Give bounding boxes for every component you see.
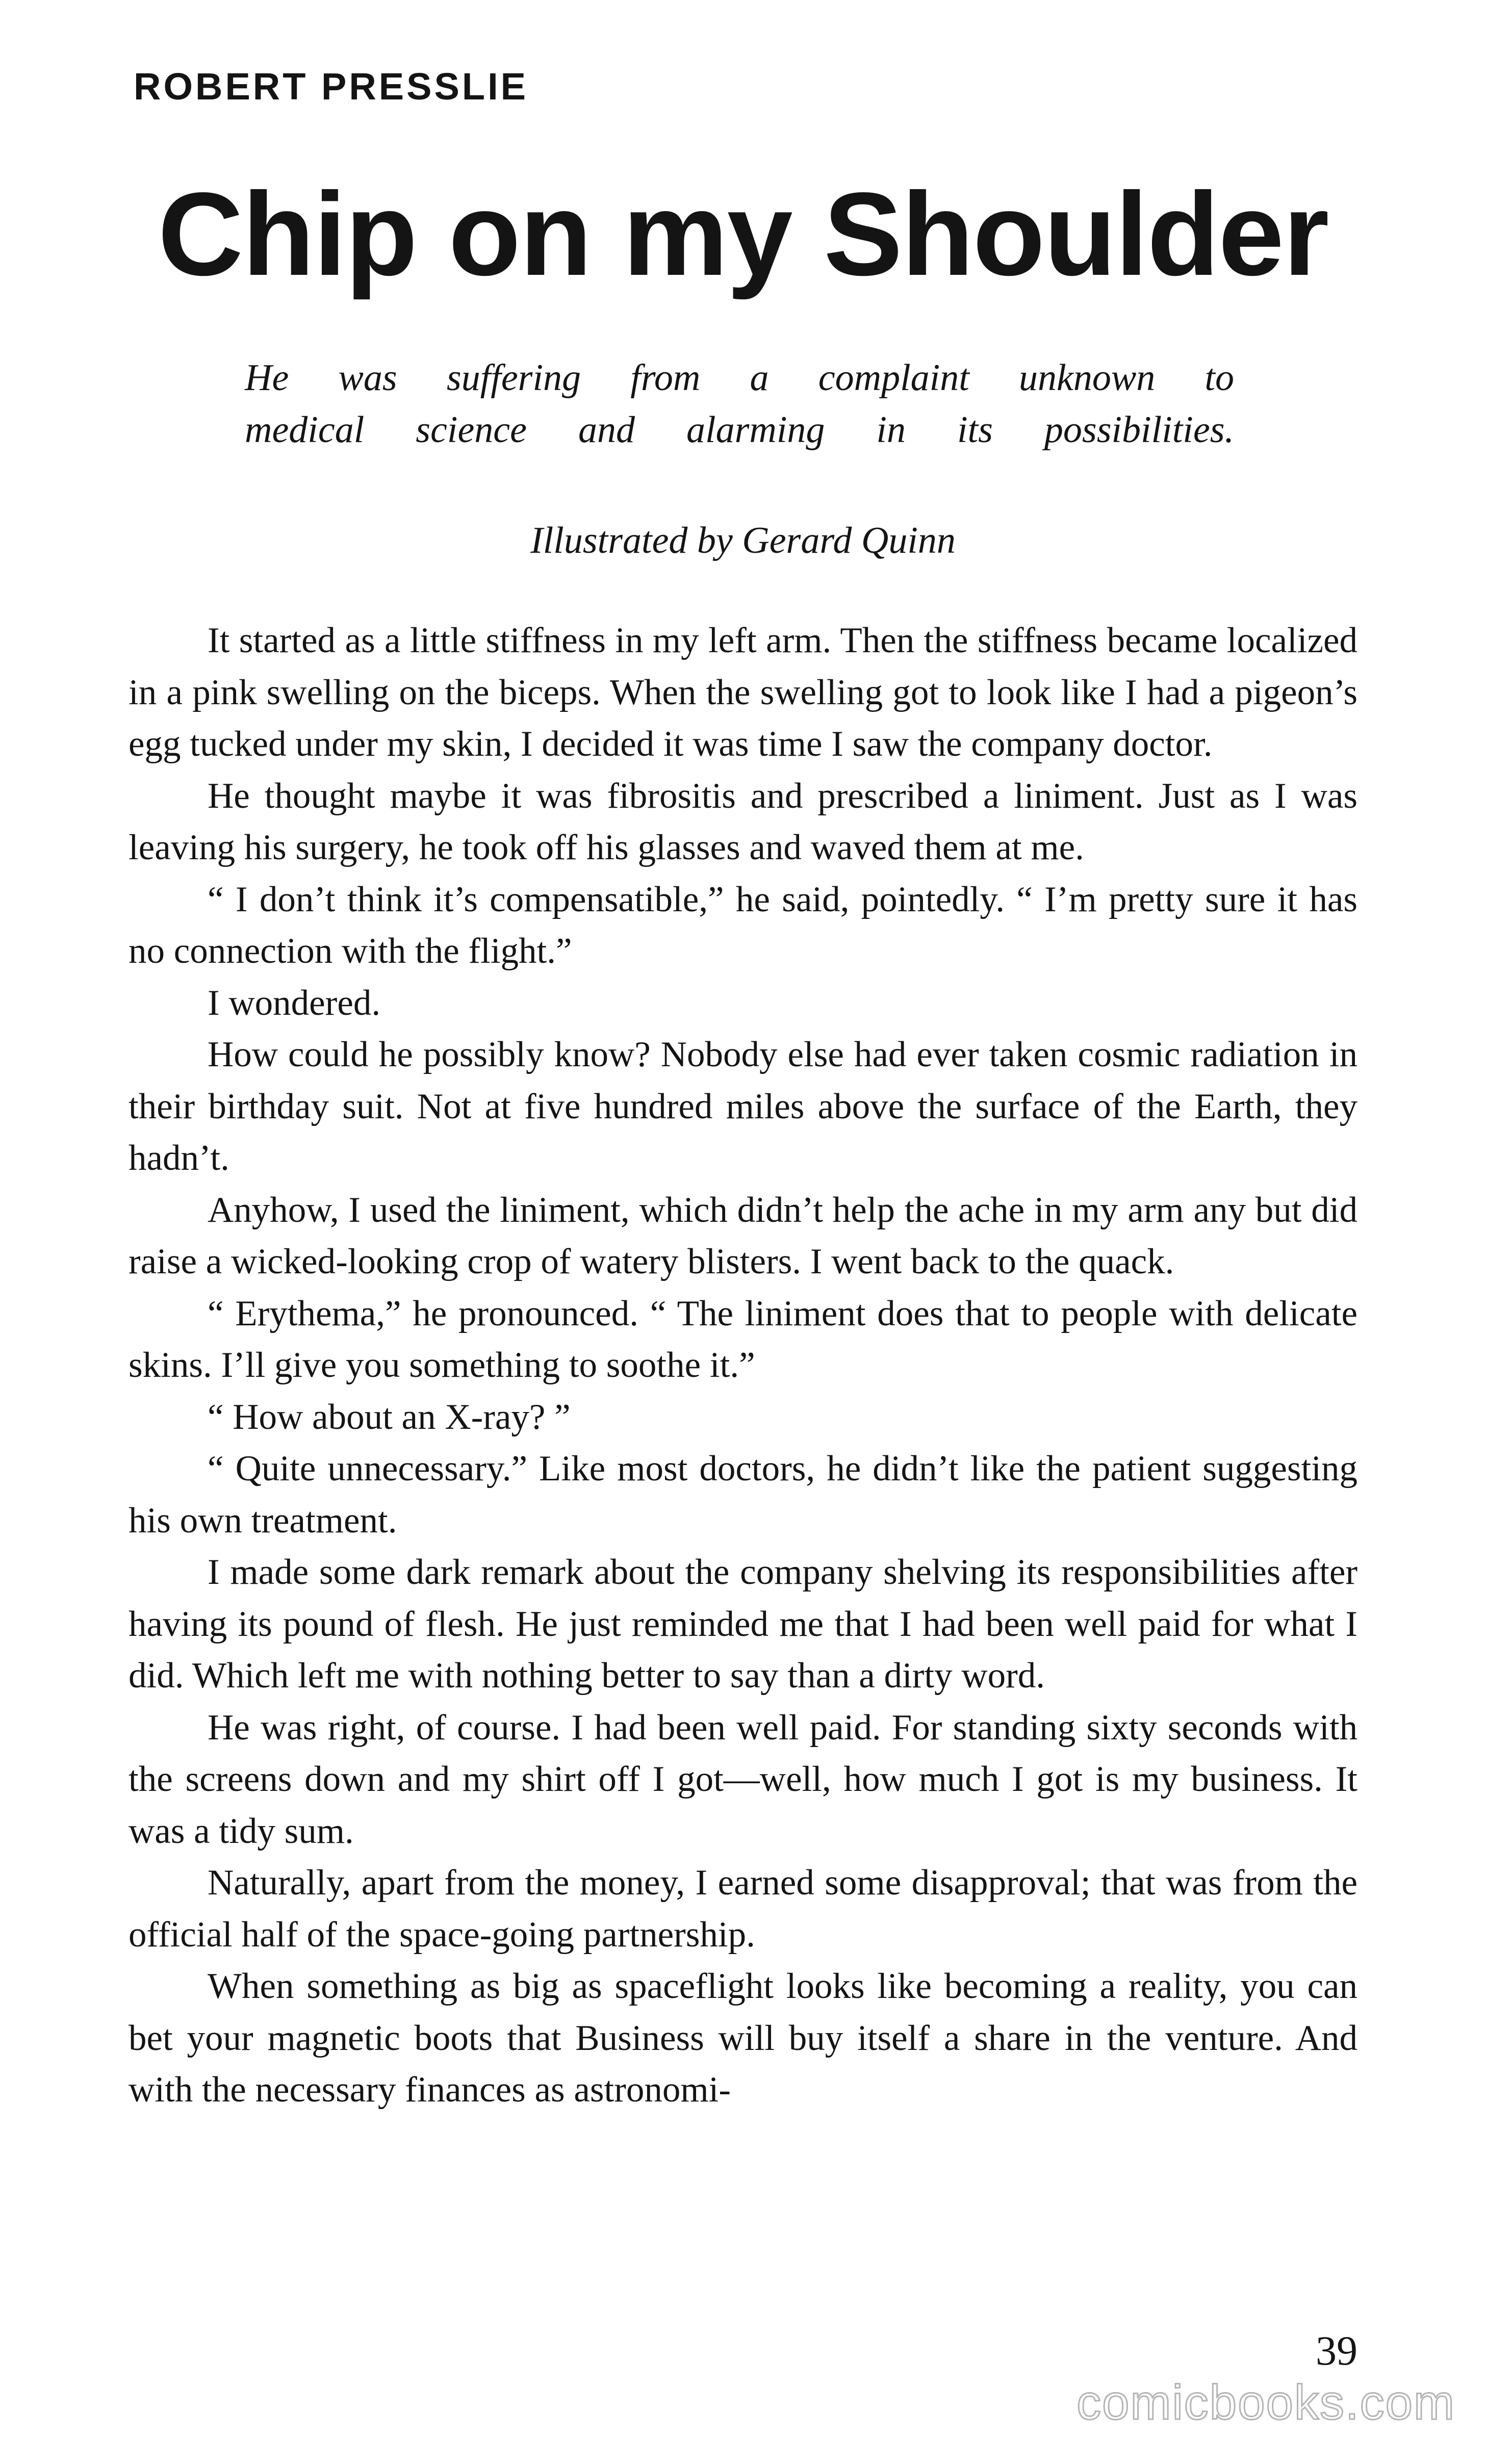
paragraph: I made some dark remark about the company shelving its responsibilities after having its pound of flesh. He just reminded me that I had been well paid for what I did. Which left me with nothing better to say than a dirty word. [129, 1552, 1357, 1696]
blurb-line-1: He was suffering from a complaint unknown to [245, 357, 1234, 399]
paragraph: When something as big as spaceflight looks like becoming a reality, you can bet your magnetic boots that Business will buy itself a share in the venture. And with the necessary finances as astronomi- [129, 1966, 1357, 2110]
paragraph: “ Quite unnecessary.” Like most doctors, he didn’t like the patient suggesting his own treatment. [129, 1449, 1357, 1541]
author-name: ROBERT PRESSLIE [134, 65, 528, 108]
paragraph: How could he possibly know? Nobody else had ever taken cosmic radiation in their birthday suit. Not at five hundred miles above the surface of the Earth, they hadn’t. [129, 1035, 1357, 1178]
paragraph: “ How about an X-ray? ” [208, 1397, 571, 1437]
page-number: 39 [1316, 2327, 1357, 2374]
story-title: Chip on my Shoulder [158, 168, 1328, 300]
paragraph: “ Erythema,” he pronounced. “ The liniment does that to people with delicate skins. I’ll give you something to soothe it.” [129, 1293, 1357, 1385]
blurb-line-2: medical science and alarming in its possibilities. [245, 409, 1234, 451]
paragraph: “ I don’t think it’s compensatible,” he said, pointedly. “ I’m pretty sure it has no connection with the flight.” [129, 879, 1357, 971]
paragraph: He thought maybe it was fibrositis and prescribed a liniment. Just as I was leaving his surgery, he took off his glasses and waved them at me. [129, 776, 1357, 867]
story-blurb [245, 352, 1234, 456]
paragraph: He was right, of course. I had been well paid. For standing sixty seconds with the screens down and my shirt off I got—well, how much I got is my business. It was a tidy sum. [129, 1707, 1357, 1851]
story-body [129, 615, 1357, 2116]
paragraph: I wondered. [208, 983, 381, 1023]
paragraph: Anyhow, I used the liniment, which didn’t help the ache in my arm any but did raise a wicked-looking crop of watery blisters. I went back to the quack. [129, 1190, 1357, 1281]
site-watermark: comicbooks.com [1077, 2375, 1455, 2430]
paragraph: Naturally, apart from the money, I earned some disapproval; that was from the official half of the space-going partnership. [129, 1863, 1357, 1955]
illustrator-credit: Illustrated by Gerard Quinn [530, 520, 956, 561]
paragraph: It started as a little stiffness in my left arm. Then the stiffness became localized in a pink swelling on the biceps. When the swelling got to look like I had a pigeon’s egg tucked under my skin, I decided it was time I saw the company doctor. [129, 621, 1357, 764]
